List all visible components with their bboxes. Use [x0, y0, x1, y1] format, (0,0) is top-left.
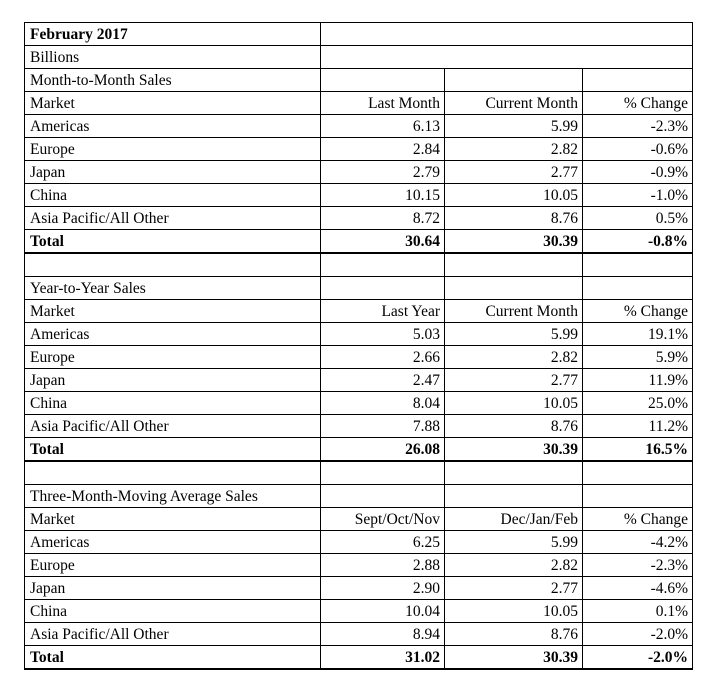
heading-empty-cell	[583, 485, 693, 508]
table-row	[25, 531, 693, 554]
total-value: 30.39	[445, 438, 583, 462]
value-cell: 5.03	[321, 323, 445, 346]
value-cell: 8.76	[445, 415, 583, 438]
market-name: Americas	[25, 531, 321, 554]
table-row	[25, 138, 693, 161]
value-cell: -2.3%	[583, 554, 693, 577]
section-spacer-row	[25, 461, 693, 485]
value-cell: 2.82	[445, 346, 583, 369]
value-cell: 2.77	[445, 161, 583, 184]
market-name: Asia Pacific/All Other	[25, 207, 321, 230]
market-name: Asia Pacific/All Other	[25, 415, 321, 438]
table-row	[25, 554, 693, 577]
report-title: February 2017	[25, 23, 321, 46]
value-cell: 11.2%	[583, 415, 693, 438]
table-row	[25, 577, 693, 600]
market-name: China	[25, 600, 321, 623]
year-to-year-heading-row	[25, 277, 693, 300]
value-cell: 6.13	[321, 115, 445, 138]
value-cell: 8.76	[445, 207, 583, 230]
value-cell: 2.66	[321, 346, 445, 369]
value-cell: 2.90	[321, 577, 445, 600]
month-to-month-total-row	[25, 230, 693, 254]
unit-row	[25, 46, 693, 69]
table-row	[25, 623, 693, 646]
value-cell: 2.77	[445, 369, 583, 392]
value-cell: 11.9%	[583, 369, 693, 392]
column-header: Market	[25, 300, 321, 323]
value-cell: 10.05	[445, 600, 583, 623]
table-row	[25, 323, 693, 346]
value-cell: 10.04	[321, 600, 445, 623]
value-cell: 8.76	[445, 623, 583, 646]
value-cell: 2.84	[321, 138, 445, 161]
value-cell: 8.04	[321, 392, 445, 415]
market-name: Japan	[25, 369, 321, 392]
value-cell: -0.9%	[583, 161, 693, 184]
heading-empty-cell	[445, 69, 583, 92]
unit-label: Billions	[25, 46, 321, 69]
value-cell: 8.72	[321, 207, 445, 230]
total-value: 30.39	[445, 646, 583, 670]
heading-empty-cell	[321, 277, 445, 300]
title-row-empty-cell	[321, 23, 693, 46]
value-cell: 6.25	[321, 531, 445, 554]
value-cell: 2.88	[321, 554, 445, 577]
column-header: Market	[25, 92, 321, 115]
spacer-cell	[583, 253, 693, 277]
year-to-year-total-row	[25, 438, 693, 462]
column-header: Current Month	[445, 300, 583, 323]
total-value: -2.0%	[583, 646, 693, 670]
total-label: Total	[25, 646, 321, 670]
total-value: 16.5%	[583, 438, 693, 462]
value-cell: 10.15	[321, 184, 445, 207]
month-to-month-section-heading: Month-to-Month Sales	[25, 69, 321, 92]
spacer-cell	[321, 253, 445, 277]
total-value: 30.64	[321, 230, 445, 254]
value-cell: 19.1%	[583, 323, 693, 346]
total-value: -0.8%	[583, 230, 693, 254]
sales-table	[24, 22, 693, 670]
table-row	[25, 392, 693, 415]
market-name: Europe	[25, 346, 321, 369]
market-name: Europe	[25, 138, 321, 161]
table-row	[25, 415, 693, 438]
value-cell: 5.9%	[583, 346, 693, 369]
heading-empty-cell	[445, 277, 583, 300]
value-cell: 0.1%	[583, 600, 693, 623]
total-value: 26.08	[321, 438, 445, 462]
three-month-moving-average-section-heading: Three-Month-Moving Average Sales	[25, 485, 321, 508]
column-header: % Change	[583, 92, 693, 115]
value-cell: 2.82	[445, 554, 583, 577]
column-header: Market	[25, 508, 321, 531]
total-value: 30.39	[445, 230, 583, 254]
year-to-year-section-heading: Year-to-Year Sales	[25, 277, 321, 300]
three-month-moving-average-heading-row	[25, 485, 693, 508]
heading-empty-cell	[583, 277, 693, 300]
spacer-cell	[445, 461, 583, 485]
value-cell: -1.0%	[583, 184, 693, 207]
three-month-moving-average-column-header-row	[25, 508, 693, 531]
value-cell: 2.82	[445, 138, 583, 161]
value-cell: 5.99	[445, 531, 583, 554]
heading-empty-cell	[321, 485, 445, 508]
table-row	[25, 184, 693, 207]
value-cell: 5.99	[445, 323, 583, 346]
year-to-year-column-header-row	[25, 300, 693, 323]
value-cell: 2.77	[445, 577, 583, 600]
market-name: China	[25, 392, 321, 415]
title-row	[25, 23, 693, 46]
table-row	[25, 346, 693, 369]
market-name: China	[25, 184, 321, 207]
heading-empty-cell	[583, 69, 693, 92]
column-header: Current Month	[445, 92, 583, 115]
spacer-cell	[583, 461, 693, 485]
value-cell: 2.47	[321, 369, 445, 392]
value-cell: 5.99	[445, 115, 583, 138]
sales-table-body	[25, 23, 693, 670]
unit-row-empty-cell	[321, 46, 693, 69]
three-month-moving-average-total-row	[25, 646, 693, 670]
value-cell: 0.5%	[583, 207, 693, 230]
value-cell: 8.94	[321, 623, 445, 646]
month-to-month-column-header-row	[25, 92, 693, 115]
month-to-month-heading-row	[25, 69, 693, 92]
market-name: Americas	[25, 115, 321, 138]
column-header: Last Month	[321, 92, 445, 115]
market-name: Japan	[25, 161, 321, 184]
column-header: % Change	[583, 508, 693, 531]
value-cell: -2.0%	[583, 623, 693, 646]
spacer-cell	[25, 253, 321, 277]
spacer-cell	[445, 253, 583, 277]
value-cell: -4.6%	[583, 577, 693, 600]
value-cell: 2.79	[321, 161, 445, 184]
market-name: Americas	[25, 323, 321, 346]
spacer-cell	[321, 461, 445, 485]
value-cell: -0.6%	[583, 138, 693, 161]
table-row	[25, 161, 693, 184]
table-row	[25, 600, 693, 623]
market-name: Japan	[25, 577, 321, 600]
total-label: Total	[25, 230, 321, 254]
value-cell: 10.05	[445, 392, 583, 415]
column-header: Sept/Oct/Nov	[321, 508, 445, 531]
value-cell: 7.88	[321, 415, 445, 438]
table-row	[25, 115, 693, 138]
heading-empty-cell	[445, 485, 583, 508]
column-header: % Change	[583, 300, 693, 323]
section-spacer-row	[25, 253, 693, 277]
spacer-cell	[25, 461, 321, 485]
market-name: Europe	[25, 554, 321, 577]
heading-empty-cell	[321, 69, 445, 92]
value-cell: -4.2%	[583, 531, 693, 554]
table-row	[25, 207, 693, 230]
value-cell: -2.3%	[583, 115, 693, 138]
total-value: 31.02	[321, 646, 445, 670]
column-header: Last Year	[321, 300, 445, 323]
value-cell: 25.0%	[583, 392, 693, 415]
market-name: Asia Pacific/All Other	[25, 623, 321, 646]
value-cell: 10.05	[445, 184, 583, 207]
table-row	[25, 369, 693, 392]
column-header: Dec/Jan/Feb	[445, 508, 583, 531]
total-label: Total	[25, 438, 321, 462]
